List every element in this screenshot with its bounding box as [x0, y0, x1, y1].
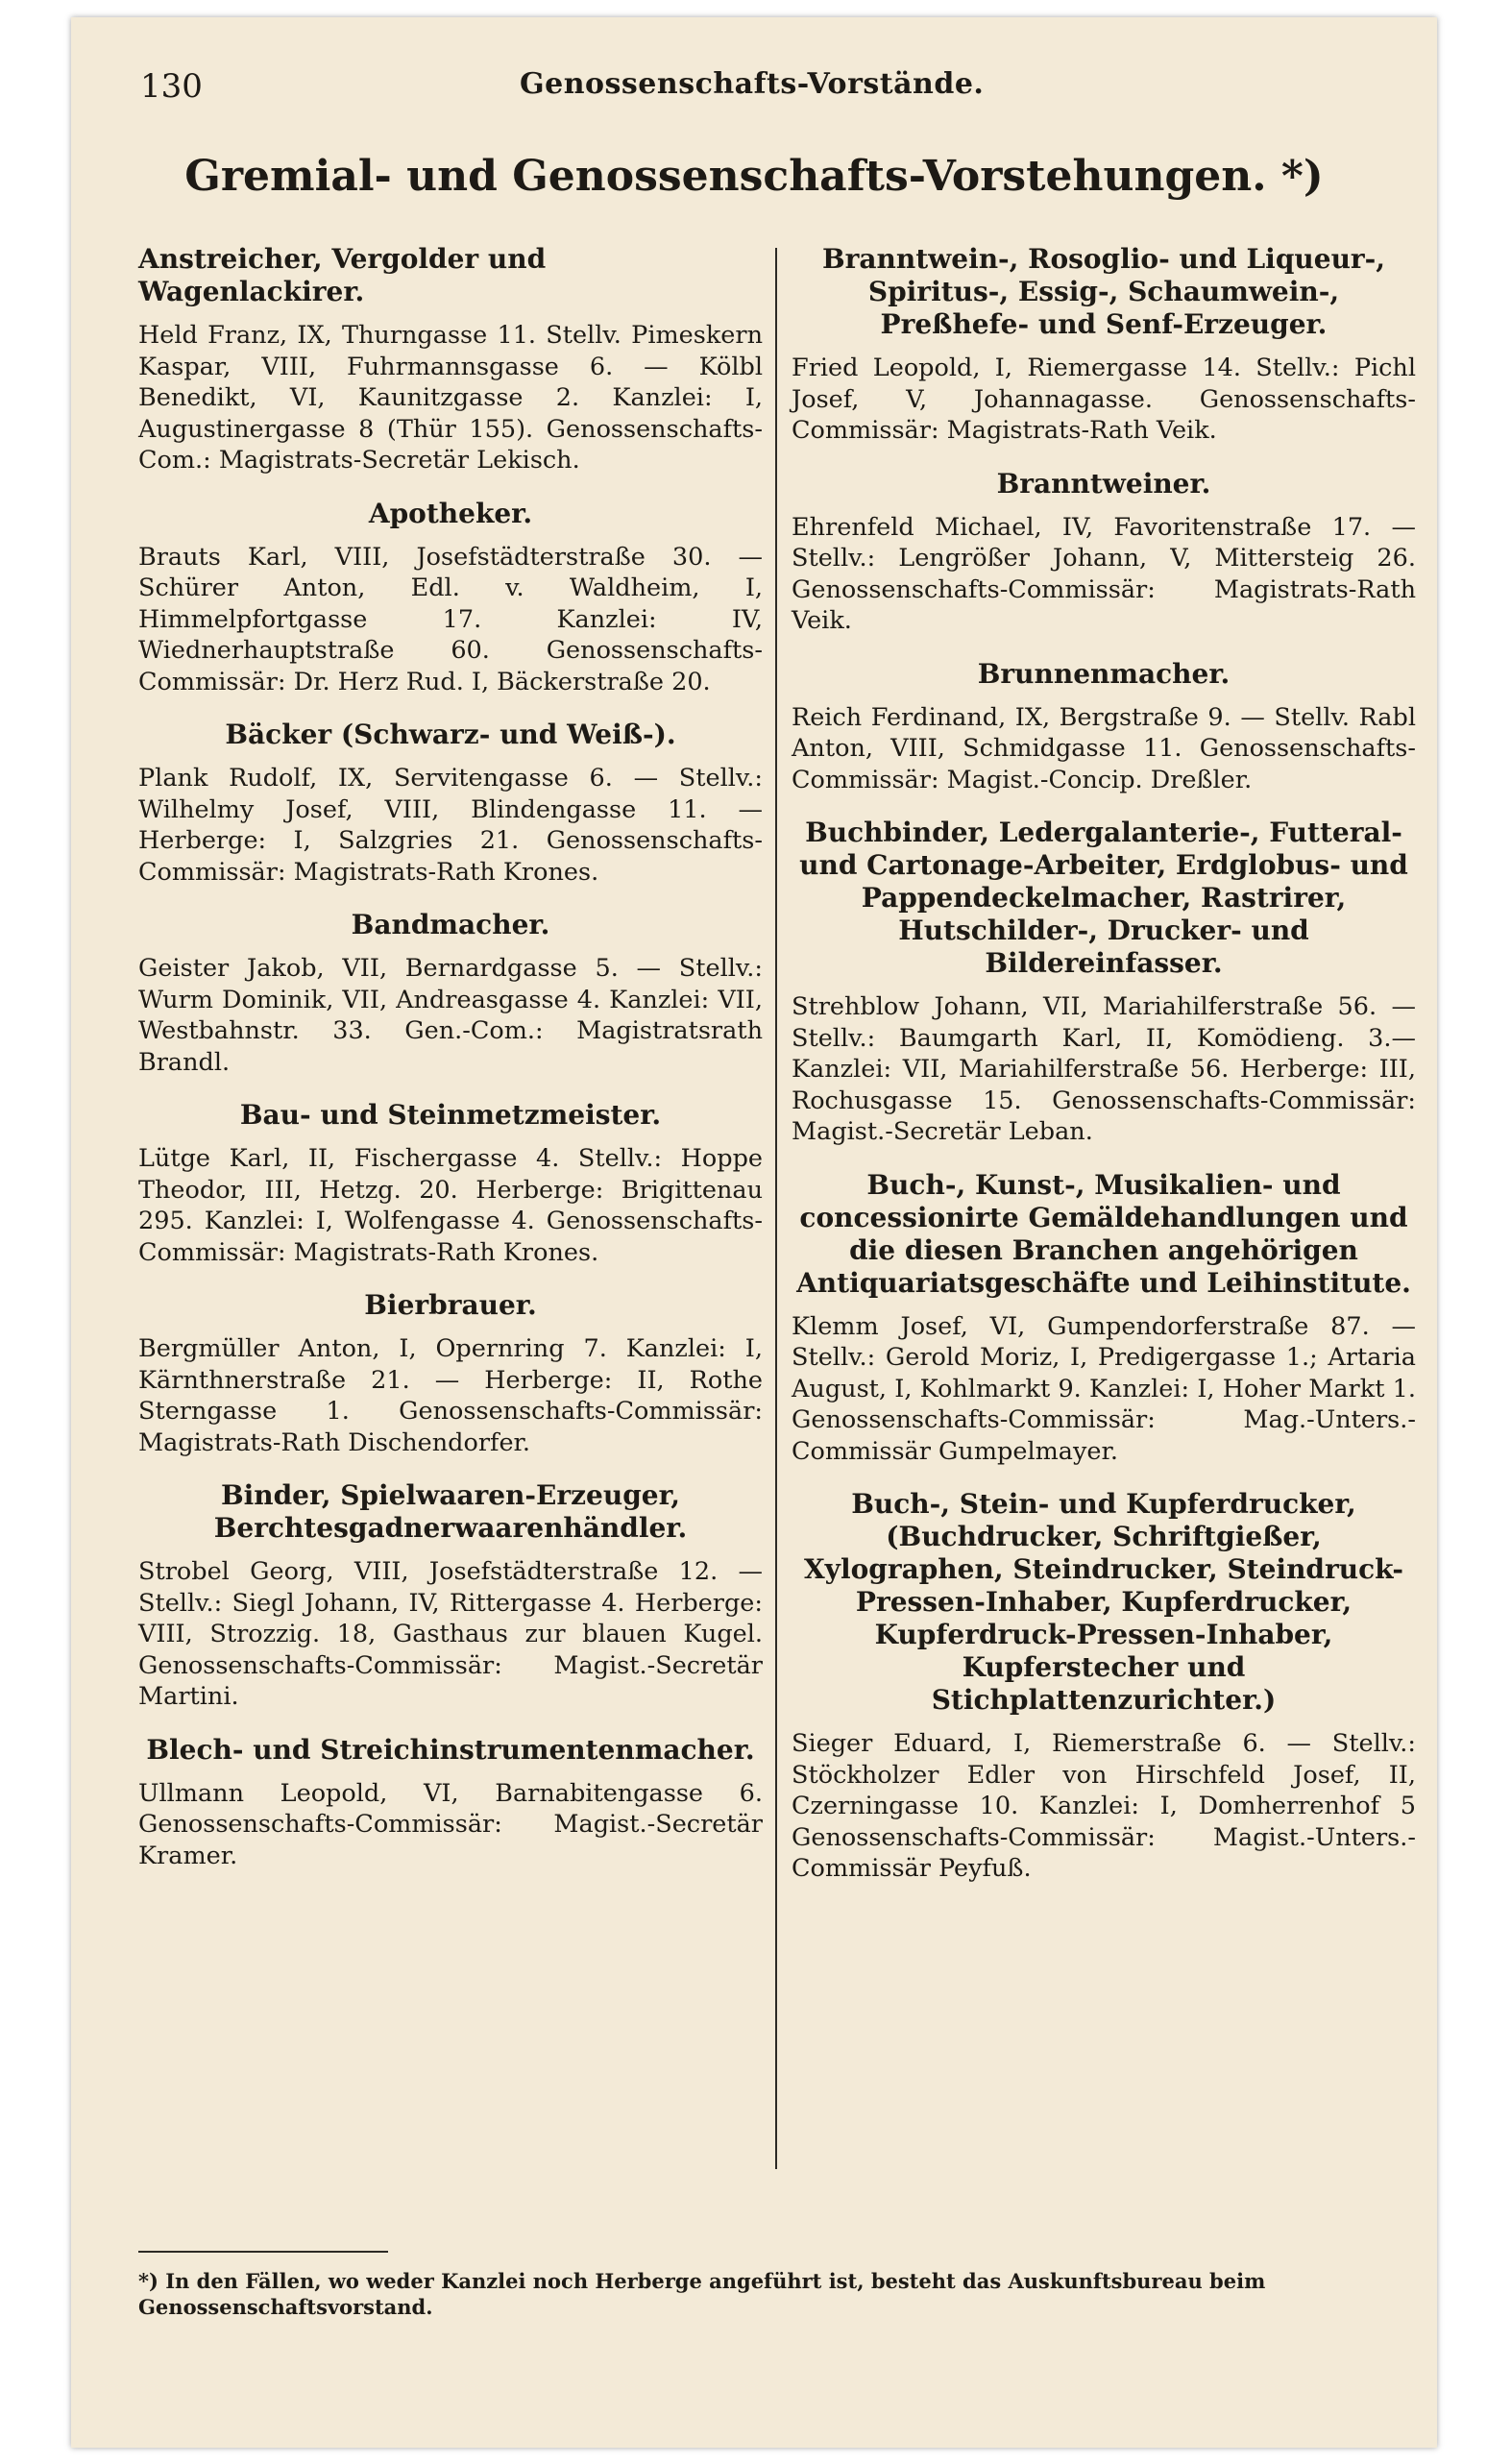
- footnote: *) In den Fällen, wo weder Kanzlei noch Herberge angeführt ist, besteht das Auskunftsbureau beim Genossenschaftsvorstand.: [138, 2269, 1266, 2319]
- section-body: Lütge Karl, II, Fischergasse 4. Stellv.: Hoppe Theodor, III, Hetzg. 20. Herberge: Brigittenau 295. Kanzlei: I, Wolfengasse 4. Genossenschafts-Commissär: Magistrats-Rath Krones.: [138, 1144, 763, 1267]
- section-heading: Bäcker (Schwarz- und Weiß-).: [225, 719, 676, 750]
- section-anstreicher: [138, 243, 763, 476]
- column-divider: [775, 248, 777, 2169]
- section-bierbrauer: [138, 1289, 763, 1458]
- section-body: Klemm Josef, VI, Gumpendorferstraße 87. — Stellv.: Gerold Moriz, I, Predigergasse 1.; Artaria August, I, Kohlmarkt 9. Kanzlei: I, Hoher Markt 1. Genossenschafts-Commissär: Mag.-Unters.-Commissär Gumpelmayer.: [792, 1311, 1416, 1466]
- section-body: Reich Ferdinand, IX, Bergstraße 9. — Stellv. Rabl Anton, VIII, Schmidgasse 11. Genossenschafts-Commissär: Magist.-Concip. Dreßler.: [792, 702, 1416, 794]
- section-heading: Blech- und Streichinstrumentenmacher.: [146, 1733, 755, 1766]
- section-heading: Anstreicher, Vergolder und Wagenlackirer.: [138, 243, 547, 307]
- section-body: Ehrenfeld Michael, IV, Favoritenstraße 17. — Stellv.: Lengrößer Johann, V, Mittersteig 26. Genossenschafts-Commissär: Magistrats-Rath Veik.: [792, 512, 1416, 635]
- page-header: [140, 67, 1408, 115]
- section-body: Bergmüller Anton, I, Opernring 7. Kanzlei: I, Kärnthnerstraße 21. — Herberge: II, Rothe Sterngasse 1. Genossenschafts-Commissär: Magistrats-Rath Dischendorfer.: [138, 1334, 763, 1457]
- section-apotheker: [138, 498, 763, 698]
- section-heading: Branntwein-, Rosoglio- und Liqueur-, Spiritus-, Essig-, Schaumwein-, Preßhefe- und Senf-Erzeuger.: [821, 243, 1386, 340]
- book-page: [71, 17, 1437, 2448]
- section-baecker: [138, 719, 763, 888]
- section-heading: Bierbrauer.: [364, 1289, 537, 1321]
- running-head: Genossenschafts-Vorstände.: [520, 67, 985, 101]
- section-bandmacher: [138, 909, 763, 1078]
- section-body: Brauts Karl, VIII, Josefstädterstraße 30. — Schürer Anton, Edl. v. Waldheim, I, Himmelpfortgasse 17. Kanzlei: IV, Wiednerhauptstraße 60. Genossenschafts-Commissär: Dr. Herz Rud. I, Bäckerstraße 20.: [138, 542, 763, 696]
- section-brunnenmacher: [792, 658, 1416, 796]
- footnote-rule: [138, 2251, 388, 2253]
- section-body: Strehblow Johann, VII, Mariahilferstraße 56. — Stellv.: Baumgarth Karl, II, Komödieng. 3.— Kanzlei: VII, Mariahilferstraße 56. Herberge: III, Rochusgasse 15. Genossenschafts-Commissär: Magist.-Secretär Leban.: [792, 992, 1416, 1146]
- page-title: Gremial- und Genossenschafts-Vorstehungen. *): [184, 152, 1324, 201]
- section-branntwein-erzeuger: [792, 243, 1416, 447]
- section-body: Ullmann Leopold, VI, Barnabitengasse 6. Genossenschafts-Commissär: Magist.-Secretär Kramer.: [138, 1778, 763, 1870]
- section-body: Sieger Eduard, I, Riemerstraße 6. — Stellv.: Stöckholzer Edler von Hirschfeld Josef, II, Czerningasse 10. Kanzlei: I, Domherrenhof 5 Genossenschafts-Commissär: Magist.-Unters.-Commissär Peyfuß.: [792, 1729, 1416, 1883]
- section-heading: Bau- und Steinmetzmeister.: [239, 1099, 662, 1131]
- section-heading: Buchbinder, Ledergalanterie-, Futteral- und Cartonage-Arbeiter, Erdglobus- und Pappendeckelmacher, Rastrirer, Hutschilder-, Drucker- und Bildereinfasser.: [799, 817, 1408, 979]
- section-binder: [138, 1479, 763, 1713]
- section-heading: Brunnenmacher.: [977, 657, 1231, 690]
- page-number: 130: [140, 67, 203, 106]
- section-blech: [138, 1734, 763, 1872]
- section-bau-steinmetz: [138, 1099, 763, 1268]
- left-column: [138, 243, 763, 1892]
- section-heading: Branntweiner.: [996, 467, 1211, 500]
- section-body: Strobel Georg, VIII, Josefstädterstraße 12. — Stellv.: Siegl Johann, IV, Rittergasse 4. Herberge: VIII, Strozzig. 18, Gasthaus zur blauen Kugel. Genossenschafts-Commissär: Magist.-Secretär Martini.: [138, 1557, 763, 1711]
- section-heading: Bandmacher.: [351, 909, 550, 940]
- section-heading: Apotheker.: [368, 497, 533, 529]
- section-body: Plank Rudolf, IX, Servitengasse 6. — Stellv.: Wilhelmy Josef, VIII, Blindengasse 11. — Herberge: I, Salzgries 21. Genossenschafts-Commissär: Magistrats-Rath Krones.: [138, 764, 763, 887]
- section-branntweiner: [792, 468, 1416, 637]
- right-column: [792, 243, 1416, 1906]
- section-buchhandlungen: [792, 1169, 1416, 1468]
- section-heading: Binder, Spielwaaren-Erzeuger, Berchtesgadnerwaarenhändler.: [213, 1479, 688, 1544]
- section-body: Fried Leopold, I, Riemergasse 14. Stellv.: Pichl Josef, V, Johannagasse. Genossenschafts-Commissär: Magistrats-Rath Veik.: [792, 354, 1416, 445]
- section-heading: Buch-, Stein- und Kupferdrucker, (Buchdrucker, Schriftgießer, Xylographen, Steindrucker, Steindruck-Pressen-Inhaber, Kupferdrucker, Kupferdruck-Pressen-Inhaber, Kupferstecher und Stichplattenzurichter.): [803, 1488, 1404, 1716]
- section-drucker: [792, 1488, 1416, 1885]
- section-body: Geister Jakob, VII, Bernardgasse 5. — Stellv.: Wurm Dominik, VII, Andreasgasse 4. Kanzlei: VII, Westbahnstr. 33. Gen.-Com.: Magistratsrath Brandl.: [138, 954, 763, 1077]
- section-heading: Buch-, Kunst-, Musikalien- und concessionirte Gemäldehandlungen und die diesen Branchen angehörigen Antiquariatsgeschäfte und Leihinstitute.: [796, 1168, 1411, 1299]
- section-buchbinder: [792, 817, 1416, 1148]
- section-body: Held Franz, IX, Thurngasse 11. Stellv. Pimeskern Kaspar, VIII, Fuhrmannsgasse 6. — Kölbl Benedikt, VI, Kaunitzgasse 2. Kanzlei: I, Augustinergasse 8 (Thür 155). Genossenschafts-Com.: Magistrats-Secretär Lekisch.: [138, 321, 763, 475]
